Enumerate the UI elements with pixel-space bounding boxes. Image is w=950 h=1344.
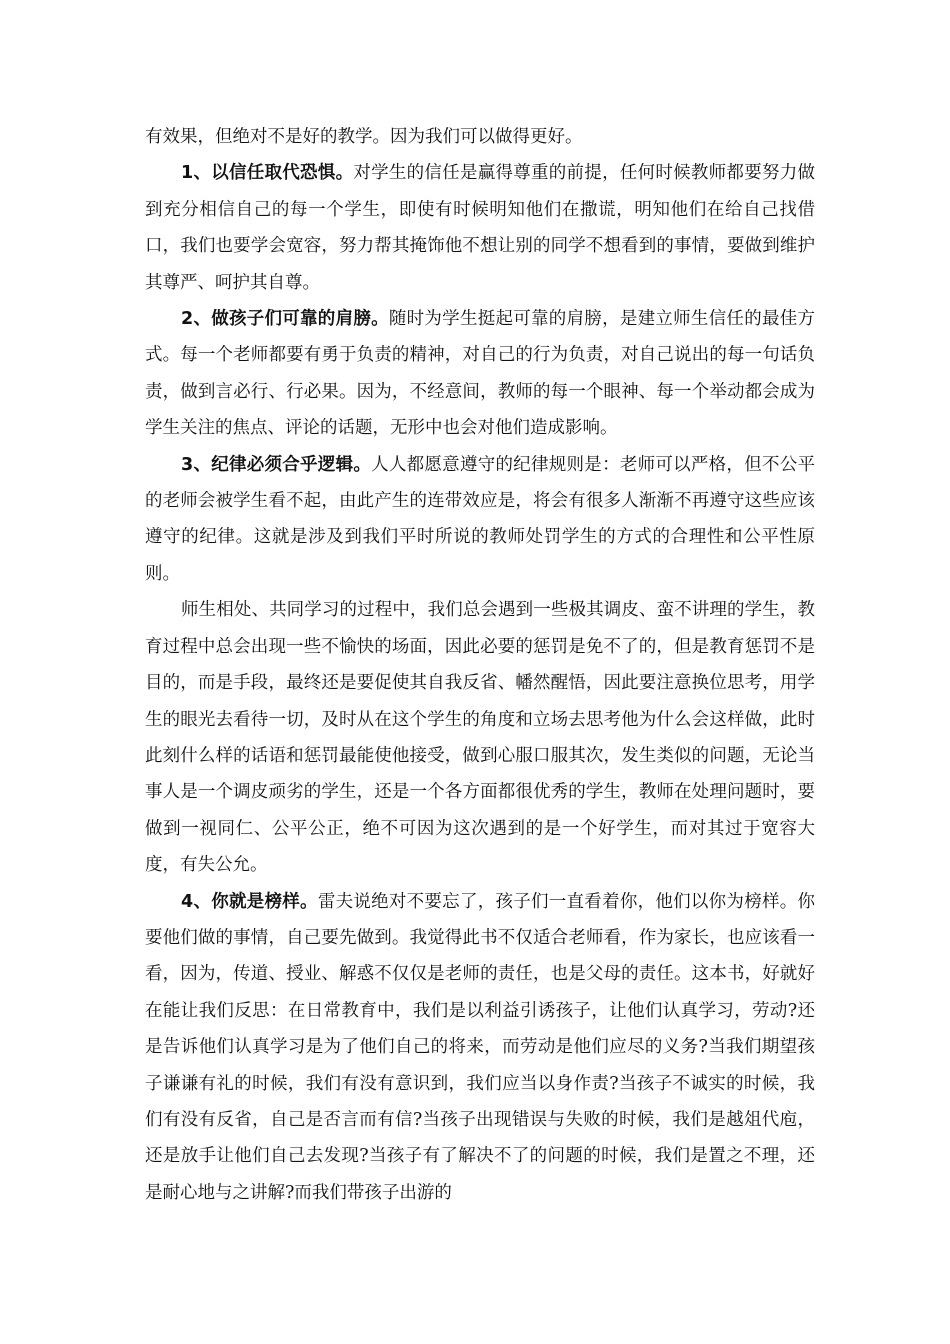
point-2-heading: 2、做孩子们可靠的肩膀。 xyxy=(181,309,389,330)
point-4-heading: 4、你就是榜样。 xyxy=(181,891,318,912)
paragraph-text: 人人都愿意遵守的纪律规则是：老师可以严格，但不公平的老师会被学生看不起，由此产生的连带效应是，将会有很多人渐渐不再遵守这些应该遵守的纪律。这就是涉及到我们平时所说的教师处罚学生的方式的合理性和公平性原则。 xyxy=(145,454,815,584)
point-1-heading: 1、以信任取代恐惧。 xyxy=(181,163,354,184)
paragraph-point-4 xyxy=(145,884,815,1212)
paragraph-text: 师生相处、共同学习的过程中，我们总会遇到一些极其调皮、蛮不讲理的学生，教育过程中总会出现一些不愉快的场面，因此必要的惩罚是免不了的，但是教育惩罚不是目的，而是手段，最终还是要促使其自我反省、幡然醒悟，因此要注意换位思考，用学生的眼光去看待一切，及时从在这个学生的角度和立场去思考他为什么会这样做，此时此刻什么样的话语和惩罚最能使他接受，做到心服口服其次，发生类似的问题，无论当事人是一个调皮顽劣的学生，还是一个各方面都很优秀的学生，教师在处理问题时，要做到一视同仁、公平公正，绝不可因为这次遇到的是一个好学生，而对其过于宽容大度，有失公允。 xyxy=(145,600,815,876)
paragraph-text: 有效果，但绝对不是好的教学。因为我们可以做得更好。 xyxy=(145,127,583,147)
paragraph-point-2 xyxy=(145,301,815,447)
paragraph-text: 随时为学生挺起可靠的肩膀，是建立师生信任的最佳方式。每一个老师都要有勇于负责的精神，对自己的行为负责，对自己说出的每一句话负责，做到言必行、行必果。因为，不经意间，教师的每一个眼神、每一个举动都会成为学生关注的焦点、评论的话题，无形中也会对他们造成影响。 xyxy=(145,309,815,439)
paragraph-text: 对学生的信任是赢得尊重的前提，任何时候教师都要努力做到充分相信自己的每一个学生，即使有时候明知他们在撒谎，明知他们在给自己找借口，我们也要学会宽容，努力帮其掩饰他不想让别的同学不想看到的事情，要做到维护其尊严、呵护其自尊。 xyxy=(145,163,815,293)
paragraph-point-3 xyxy=(145,447,815,593)
paragraph-discipline-detail xyxy=(145,592,815,883)
document-body xyxy=(145,119,815,1211)
paragraph-text: 雷夫说绝对不要忘了，孩子们一直看着你，他们以你为榜样。你要他们做的事情，自己要先做到。我觉得此书不仅适合老师看，作为家长，也应该看一看，因为，传道、授业、解惑不仅仅是老师的责任，也是父母的责任。这本书，好就好在能让我们反思：在日常教育中，我们是以利益引诱孩子，让他们认真学习，劳动?还是告诉他们认真学习是为了他们自己的将来，而劳动是他们应尽的义务?当我们期望孩子谦谦有礼的时候，我们有没有意识到，我们应当以身作责?当孩子不诚实的时候，我们有没有反省，自己是否言而有信?当孩子出现错误与失败的时候，我们是越俎代庖，还是放手让他们自己去发现?当孩子有了解决不了的问题的时候，我们是置之不理，还是耐心地与之讲解?而我们带孩子出游的 xyxy=(145,891,815,1203)
point-3-heading: 3、纪律必须合乎逻辑。 xyxy=(181,454,372,475)
paragraph-intro-continuation xyxy=(145,119,815,155)
paragraph-point-1 xyxy=(145,155,815,301)
